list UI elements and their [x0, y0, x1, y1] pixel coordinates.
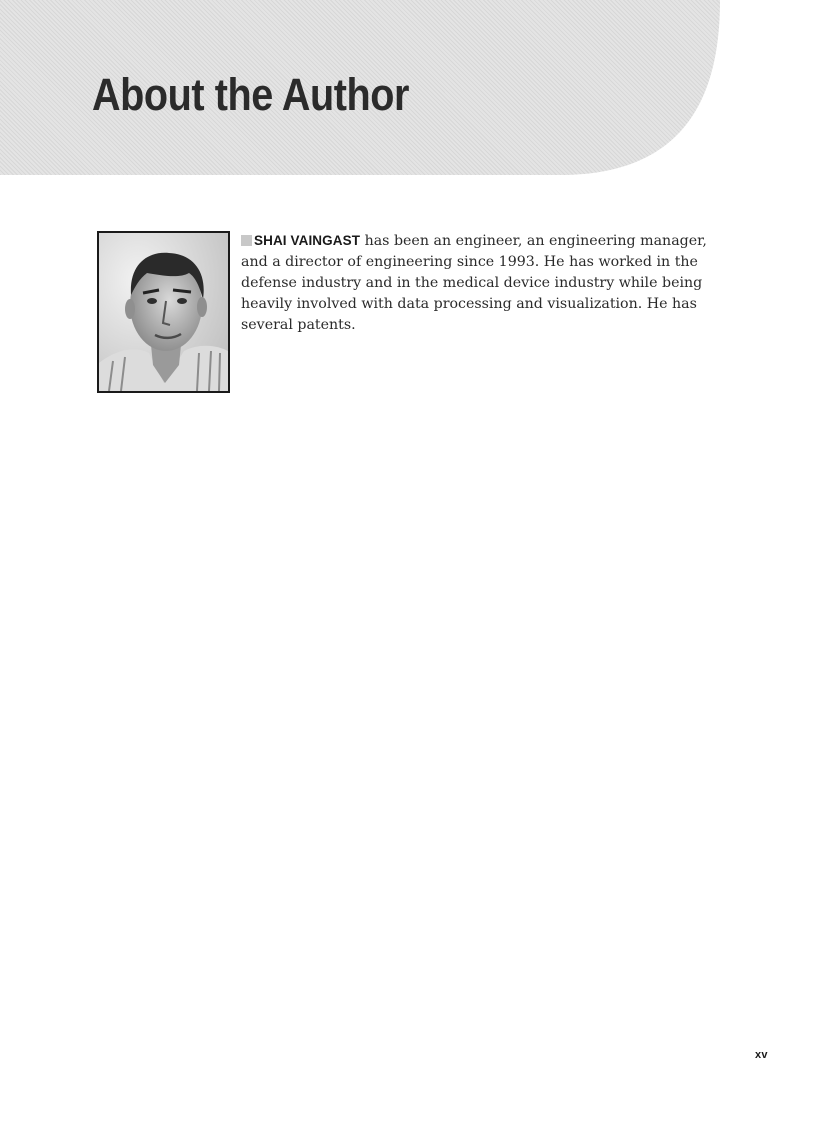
author-photo: [97, 231, 230, 393]
bio-marker: [241, 235, 252, 246]
author-portrait-icon: [99, 233, 228, 391]
author-name: SHAI VAINGAST: [254, 233, 361, 248]
page-title: About the Author: [92, 69, 410, 120]
author-bio: [241, 230, 711, 336]
page-number: xv: [755, 1049, 768, 1061]
author-bio-text: has been an engineer, an engineering manager, and a director of engineering since 1993. He has worked in the defense industry and in the medical device industry while being heavily involved with data processing and visualization. He has several patents.: [241, 233, 707, 333]
